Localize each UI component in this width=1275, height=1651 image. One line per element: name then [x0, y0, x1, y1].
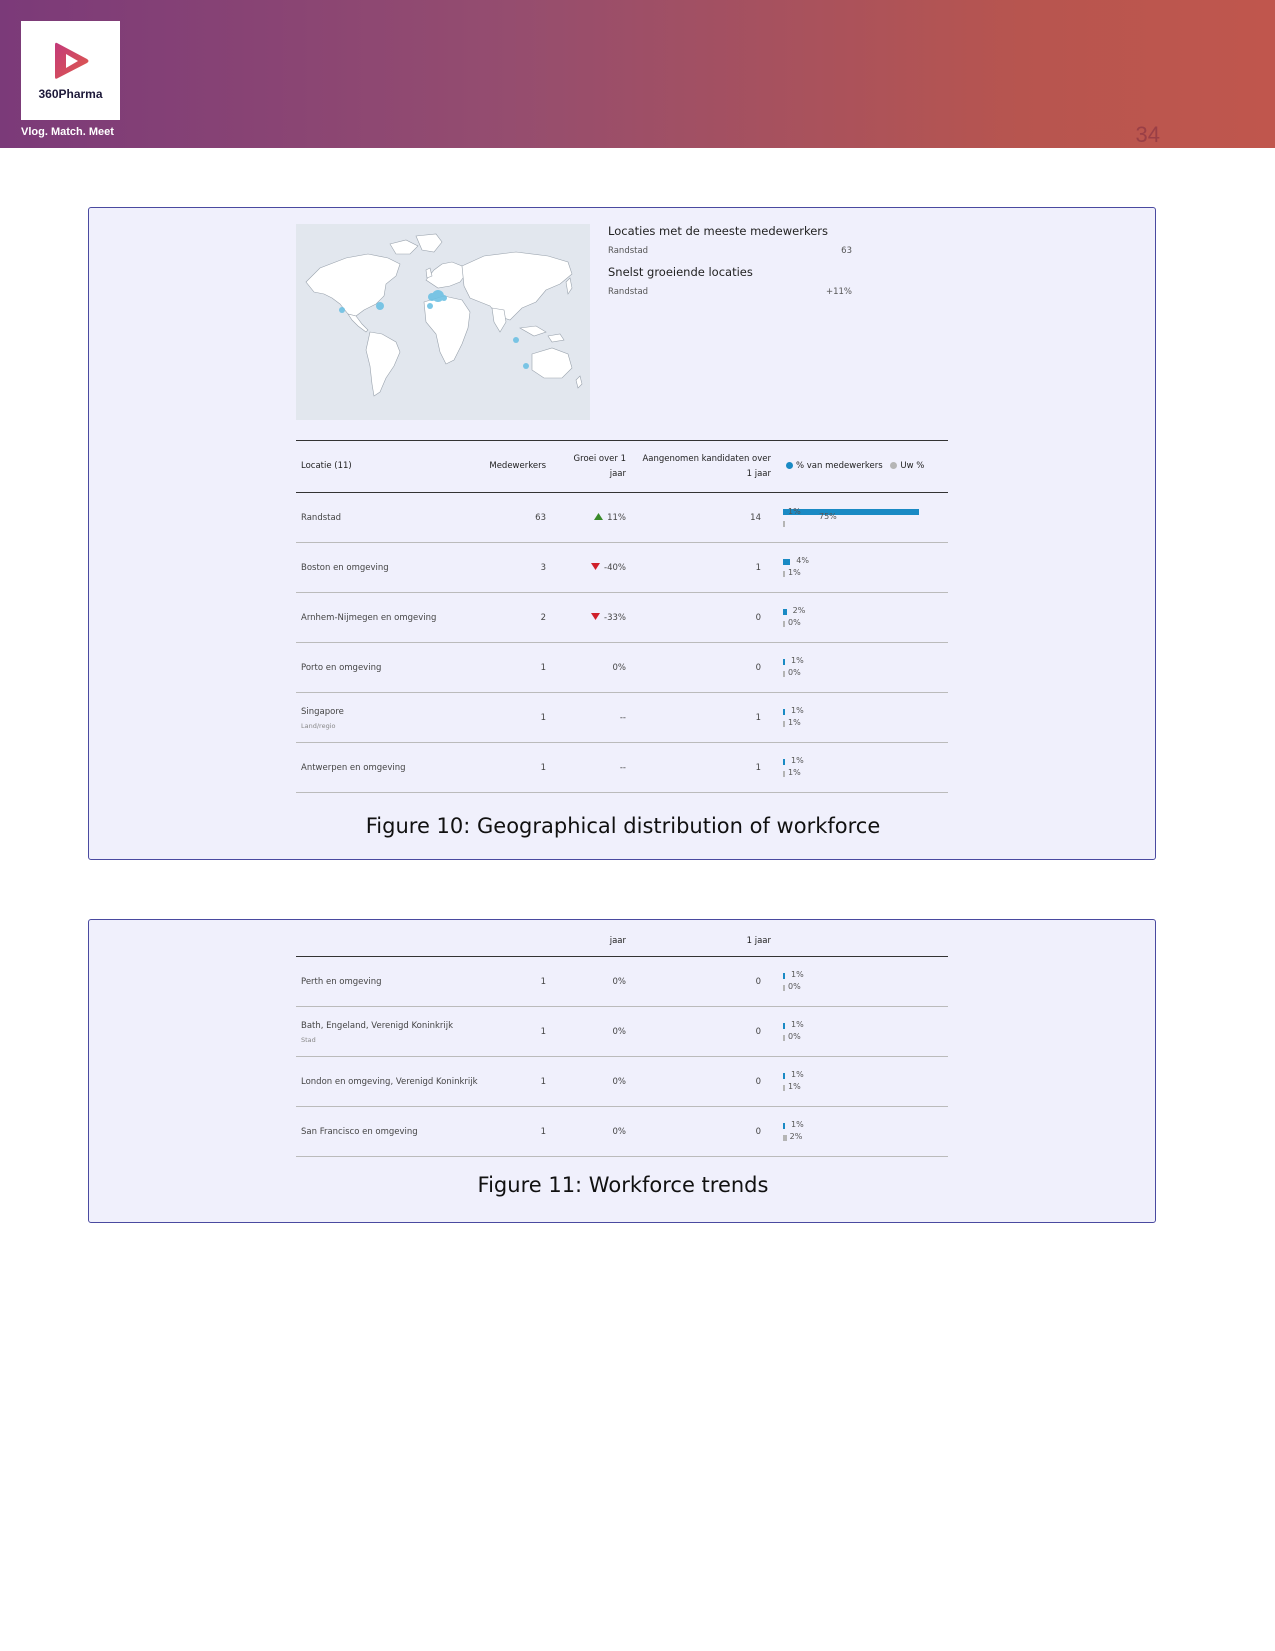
map-dot-porto — [427, 303, 433, 309]
play-icon — [49, 39, 93, 83]
row-location: Perth en omgeving — [301, 977, 382, 987]
row-employees: 1 — [540, 1027, 546, 1037]
row-location: San Francisco en omgeving — [301, 1127, 418, 1137]
row-hired: 1 — [755, 713, 761, 723]
bar-pct-employees — [783, 1073, 785, 1079]
row-bars — [783, 1115, 943, 1155]
table-row — [296, 743, 948, 793]
triangle-down-icon — [591, 613, 600, 620]
row-growth-value: -- — [619, 713, 626, 723]
bar-label-employees: 1% — [791, 1120, 804, 1129]
row-growth — [546, 763, 626, 773]
bar-pct-yours — [783, 985, 785, 991]
table-header — [296, 440, 948, 493]
row-hired: 1 — [755, 563, 761, 573]
bar-label-employees: 1% — [791, 1070, 804, 1079]
bar-pct-employees — [783, 1123, 785, 1129]
bar-label-yours: 0% — [788, 668, 801, 677]
table-header-tail — [296, 928, 948, 957]
map-dot-perth — [523, 363, 529, 369]
bar-label-yours: 0% — [788, 1032, 801, 1041]
bar-label-yours: 1% — [788, 718, 801, 727]
row-growth — [546, 713, 626, 723]
top-location-name: Randstad — [608, 246, 649, 256]
bar-label-employees: 2% — [792, 606, 806, 615]
bar-pct-yours — [783, 1035, 785, 1041]
logo — [21, 21, 120, 120]
map-dot-antwerp — [441, 295, 447, 301]
row-employees: 1 — [540, 977, 546, 987]
bar-pct-yours — [783, 771, 785, 777]
table-row — [296, 593, 948, 643]
map-dot-boston — [376, 302, 384, 310]
fastest-location-value: +11% — [825, 287, 852, 297]
fastest-growing-title: Snelst groeiende locaties — [608, 265, 753, 279]
table-row — [296, 543, 948, 593]
map-dot-san-francisco — [339, 307, 345, 313]
row-employees: 63 — [535, 513, 546, 523]
bar-pct-employees — [783, 1023, 785, 1029]
col-location: Locatie (11) — [301, 461, 352, 471]
page-number: 34 — [1135, 122, 1160, 147]
bar-label-employees: 75% — [819, 512, 837, 521]
bar-pct-yours — [783, 571, 785, 577]
bar-pct-employees — [783, 509, 919, 515]
fastest-location-name: Randstad — [608, 287, 649, 297]
row-hired: 1 — [755, 763, 761, 773]
legend-dot-employees — [786, 462, 793, 469]
row-location: London en omgeving, Verenigd Koninkrijk — [301, 1077, 478, 1087]
bar-label-employees: 1% — [791, 706, 804, 715]
row-employees: 1 — [540, 1127, 546, 1137]
col-hired-line1: Aangenomen kandidaten over — [642, 454, 771, 464]
row-employees: 2 — [540, 613, 546, 623]
row-growth — [546, 513, 626, 523]
bar-label-yours: 1% — [788, 568, 801, 577]
figure-caption: Figure 11: Workforce trends — [477, 1173, 769, 1197]
legend-employees: % van medewerkers — [796, 461, 883, 471]
col-hired-tail: 1 jaar — [746, 936, 771, 946]
bar-label-employees: 1% — [791, 756, 804, 765]
row-bars — [783, 1065, 943, 1105]
row-location: Antwerpen en omgeving — [301, 763, 406, 773]
table-row — [296, 1107, 948, 1157]
bar-label-employees: 1% — [791, 1020, 804, 1029]
bar-pct-yours — [783, 1085, 785, 1091]
row-hired: 0 — [755, 663, 761, 673]
row-bars — [783, 701, 943, 741]
row-growth-value: 0% — [612, 1127, 626, 1137]
legend-dot-yours — [890, 462, 897, 469]
world-map-icon — [296, 224, 590, 420]
row-employees: 3 — [540, 563, 546, 573]
table-row — [296, 643, 948, 693]
bar-pct-yours — [783, 721, 785, 727]
bar-label-yours: 0% — [788, 982, 801, 991]
row-bars — [783, 551, 943, 591]
table-row — [296, 1007, 948, 1057]
row-location: Singapore — [301, 707, 344, 717]
col-growth-line2: jaar — [609, 469, 626, 479]
row-growth-value: 0% — [612, 977, 626, 987]
row-growth — [546, 1127, 626, 1137]
table-row — [296, 493, 948, 543]
bar-pct-yours — [783, 671, 785, 677]
row-location-type: Land/regio — [301, 722, 336, 730]
bar-pct-employees — [783, 709, 785, 715]
row-location: Bath, Engeland, Verenigd Koninkrijk — [301, 1021, 454, 1031]
row-growth — [546, 613, 626, 623]
row-growth-value: -- — [619, 763, 626, 773]
bar-pct-yours — [783, 1135, 787, 1141]
col-growth-line1: Groei over 1 — [573, 454, 626, 464]
bar-label-yours: 1% — [788, 507, 801, 516]
row-hired: 0 — [755, 977, 761, 987]
bar-label-employees: 4% — [796, 556, 809, 565]
row-location: Randstad — [301, 513, 342, 523]
figure-workforce-trends — [88, 919, 1156, 1223]
legend-yours: Uw % — [900, 461, 925, 471]
legend — [786, 459, 924, 474]
bar-label-employees: 1% — [791, 656, 804, 665]
world-map-panel — [296, 224, 590, 420]
triangle-down-icon — [591, 563, 600, 570]
col-employees: Medewerkers — [489, 461, 546, 471]
table-row — [296, 957, 948, 1007]
bar-label-yours: 2% — [789, 1132, 803, 1141]
col-growth-tail: jaar — [609, 936, 626, 946]
bar-pct-yours — [783, 621, 785, 627]
row-employees: 1 — [540, 763, 546, 773]
logo-text: 360Pharma — [38, 87, 103, 101]
table-row — [296, 693, 948, 743]
col-hired-line2: 1 jaar — [746, 469, 771, 479]
row-growth-value: -33% — [604, 613, 626, 623]
map-dot-europe-2 — [428, 293, 436, 301]
row-growth-value: -40% — [604, 563, 626, 573]
row-growth — [546, 1027, 626, 1037]
row-growth — [546, 977, 626, 987]
bar-pct-employees — [783, 973, 785, 979]
row-employees: 1 — [540, 663, 546, 673]
header-band — [0, 0, 1275, 148]
bar-pct-yours — [783, 521, 785, 527]
table-row — [296, 1057, 948, 1107]
row-hired: 0 — [755, 1077, 761, 1087]
row-hired: 0 — [755, 1027, 761, 1037]
row-bars — [783, 501, 943, 541]
row-bars — [783, 651, 943, 691]
row-growth — [546, 563, 626, 573]
row-bars — [783, 965, 943, 1005]
figure-geographical-distribution — [88, 207, 1156, 860]
row-location: Boston en omgeving — [301, 563, 389, 573]
tagline: Vlog. Match. Meet — [21, 126, 114, 138]
top-location-value: 63 — [841, 246, 852, 256]
top-locations-title: Locaties met de meeste medewerkers — [608, 224, 828, 238]
row-employees: 1 — [540, 1077, 546, 1087]
bar-label-employees: 1% — [791, 970, 804, 979]
figure-caption: Figure 10: Geographical distribution of workforce — [365, 814, 881, 838]
row-hired: 0 — [755, 1127, 761, 1137]
bar-pct-employees — [783, 609, 787, 615]
row-growth — [546, 663, 626, 673]
bar-pct-employees — [783, 759, 785, 765]
row-location-type: Stad — [301, 1036, 316, 1044]
bar-pct-employees — [783, 659, 785, 665]
bar-label-yours: 0% — [788, 618, 801, 627]
bar-label-yours: 1% — [788, 768, 801, 777]
bar-label-yours: 1% — [788, 1082, 801, 1091]
row-location: Arnhem-Nijmegen en omgeving — [301, 613, 437, 623]
row-employees: 1 — [540, 713, 546, 723]
bar-pct-employees — [783, 559, 790, 565]
triangle-up-icon — [594, 513, 603, 520]
row-growth-value: 0% — [612, 663, 626, 673]
row-growth-value: 0% — [612, 1027, 626, 1037]
row-bars — [783, 601, 943, 641]
row-growth-value: 11% — [607, 513, 626, 523]
row-hired: 0 — [755, 613, 761, 623]
row-location: Porto en omgeving — [301, 663, 382, 673]
row-growth-value: 0% — [612, 1077, 626, 1087]
row-growth — [546, 1077, 626, 1087]
map-dot-singapore — [513, 337, 519, 343]
row-bars — [783, 1015, 943, 1055]
row-hired: 14 — [750, 513, 761, 523]
row-bars — [783, 751, 943, 791]
